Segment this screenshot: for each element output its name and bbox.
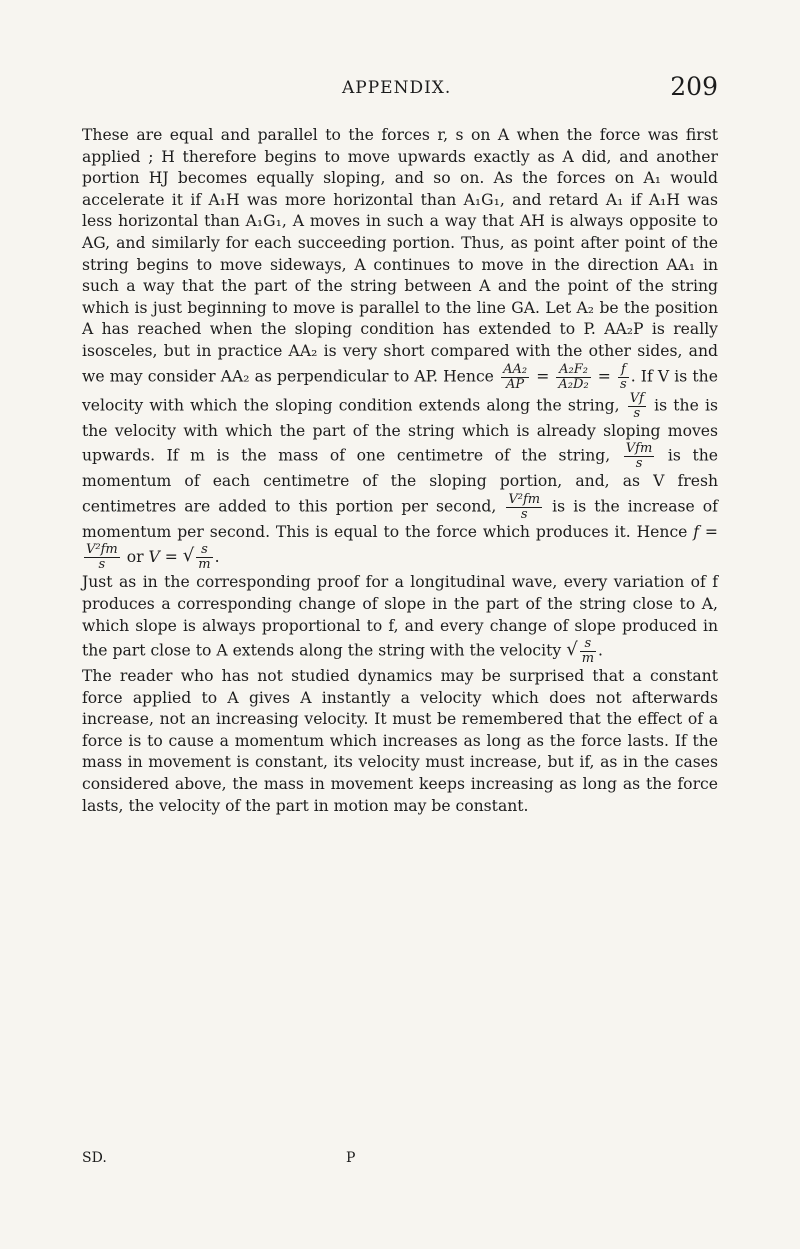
fraction-f-s: $\frac{f}{s}$ (620, 361, 627, 392)
paragraph-text: The reader who has not studied dynamics may be surprised that a constant force applied to A gives A instantly a velocity which does not afterwards increase, not an increasing velocity. It must be remembered that the effect of a force is to cause a momentum which increases as long as the force lasts. If the mass in movement is constant, its velocity must increase, but if, as in the cases considered above, the mass in movement keeps increasing as long as the force lasts, the velocity of the part in motion may be constant. (82, 667, 718, 815)
velocity-root: √ $\frac{s}{m}$ (566, 636, 595, 667)
paragraph-text: is the momentum of each centimetre of the sloping portion, and, as V fresh centimetres are added to this portion per second, (82, 446, 718, 516)
paragraph-text: These are equal and parallel to the forces r, s on A when the force was first applied ; H therefore begins to move upwards exactly as A did, and another portion HJ becomes equally sloping, and so on. As the forces on A₁ would accelerate it if A₁H was more horizontal than A₁G₁, and retard A₁ if A₁H was less horizontal than A₁G₁, A moves in such a way that AH is always opposite to AG, and similarly for each succeeding portion. Thus, as point after point of the string begins to move sideways, A continues to move in the direction AA₁ in such a way that the part of the string between A and the point of the string which is just beginning to move is parallel to the line GA. Let A₂ be the position A has reached when the sloping condition has extended to P. AA₂P is really isosceles, but in practice AA₂ is very short compared with the other sides, and we may consider AA₂ as perpendicular to AP. Hence (82, 126, 718, 386)
fraction-a2f2-a2d2: $\frac{\text{A₂F₂}}{\text{A₂D₂}}$ (558, 361, 589, 392)
running-head (0, 72, 800, 112)
paragraph-text: is the velocity with which the part of the string which is already sloping moves upwards. If m is the mass of one centimetre of the string, (82, 396, 718, 465)
fraction-vfm-s: $\frac{\text{Vfm}}{s}$ (625, 441, 653, 472)
body-text (82, 125, 718, 817)
paragraph-2: Just as in the corresponding proof for a longitudinal wave, every variation of f produces a corresponding change of slope in the part of the string close to A, which slope is always proportional to f, and every change of slope produced in the part close to A extends along the string with the velocity √ $\frac{s}{m}$ . (82, 573, 718, 667)
paragraph-1: These are equal and parallel to the forces r, s on A when the force was first applied ; H therefore begins to move upwards exactly as A did, and another portion HJ becomes equally sloping, and so on. As the forces on A₁ would accelerate it if A₁H was more horizontal than A₁G₁, and retard A₁ if A₁H was less horizontal than A₁G₁, A moves in such a way that AH is always opposite to AG, and similarly for each succeeding portion. Thus, as point after point of the string begins to move sideways, A continues to move in the direction AA₁ in such a way that the part of the string between A and the point of the string which is just beginning to move is parallel to the line GA. Let A₂ be the position A has reached when the sloping condition has extended to P. AA₂P is really isosceles, but in practice AA₂ is very short compared with the other sides, and we may consider AA₂ as perpendicular to AP. Hence $\frac{\text{AA₂}}{AP}$ = $\frac{\text{A₂F₂}}{\text{A₂D₂}}$ = $\frac{f}{s}$ . If V is the velocity with which the sloping condition extends along the string, $\frac{Vf}{s}$ is the is the velocity with which the part of the string which is already sloping moves upwards. If m is the mass of one centimetre of the string, $\frac{\text{Vfm}}{s}$ is the momentum of each centimetre of the sloping portion, and, as V fresh centimetres are added to this portion per second, $\frac{\text{V²fm}}{s}$ is is the increase of momentum per second. This is equal to the force which produces it. Hence f = $\frac{\text{V²fm}}{s}$ or V = √ $\frac{s}{m}$ . (82, 126, 718, 573)
paragraph-3 (82, 666, 718, 817)
footer-left: SD. (82, 1150, 107, 1166)
fraction-aa2-ap: $\frac{\text{AA₂}}{AP}$ (503, 361, 528, 392)
signature-mark: P (346, 1150, 356, 1166)
force-equation: f = $\frac{\text{V²fm}}{s}$ or V = √ $\frac{s}{m}$ . (86, 522, 718, 573)
paragraph-text: If V is the velocity with which the sloping condition extends along the string, (82, 367, 718, 415)
paragraph-text: is the increase of momentum per second. This is equal to the force which produces it. Hence (82, 497, 718, 541)
fraction-vf-s: $\frac{Vf}{s}$ (629, 390, 644, 421)
paragraph-text: Just as in the corresponding proof for a longitudinal wave, every variation of f produces a corresponding change of slope in the part of the string close to A, which slope is always proportional to f, and every change of slope produced in the part close to A extends along the string with the velocity (82, 573, 718, 660)
running-head-title: APPENDIX. (342, 78, 452, 98)
page-number: 209 (670, 72, 718, 101)
fraction-v2fm-s: $\frac{\text{V²fm}}{s}$ (508, 491, 541, 522)
